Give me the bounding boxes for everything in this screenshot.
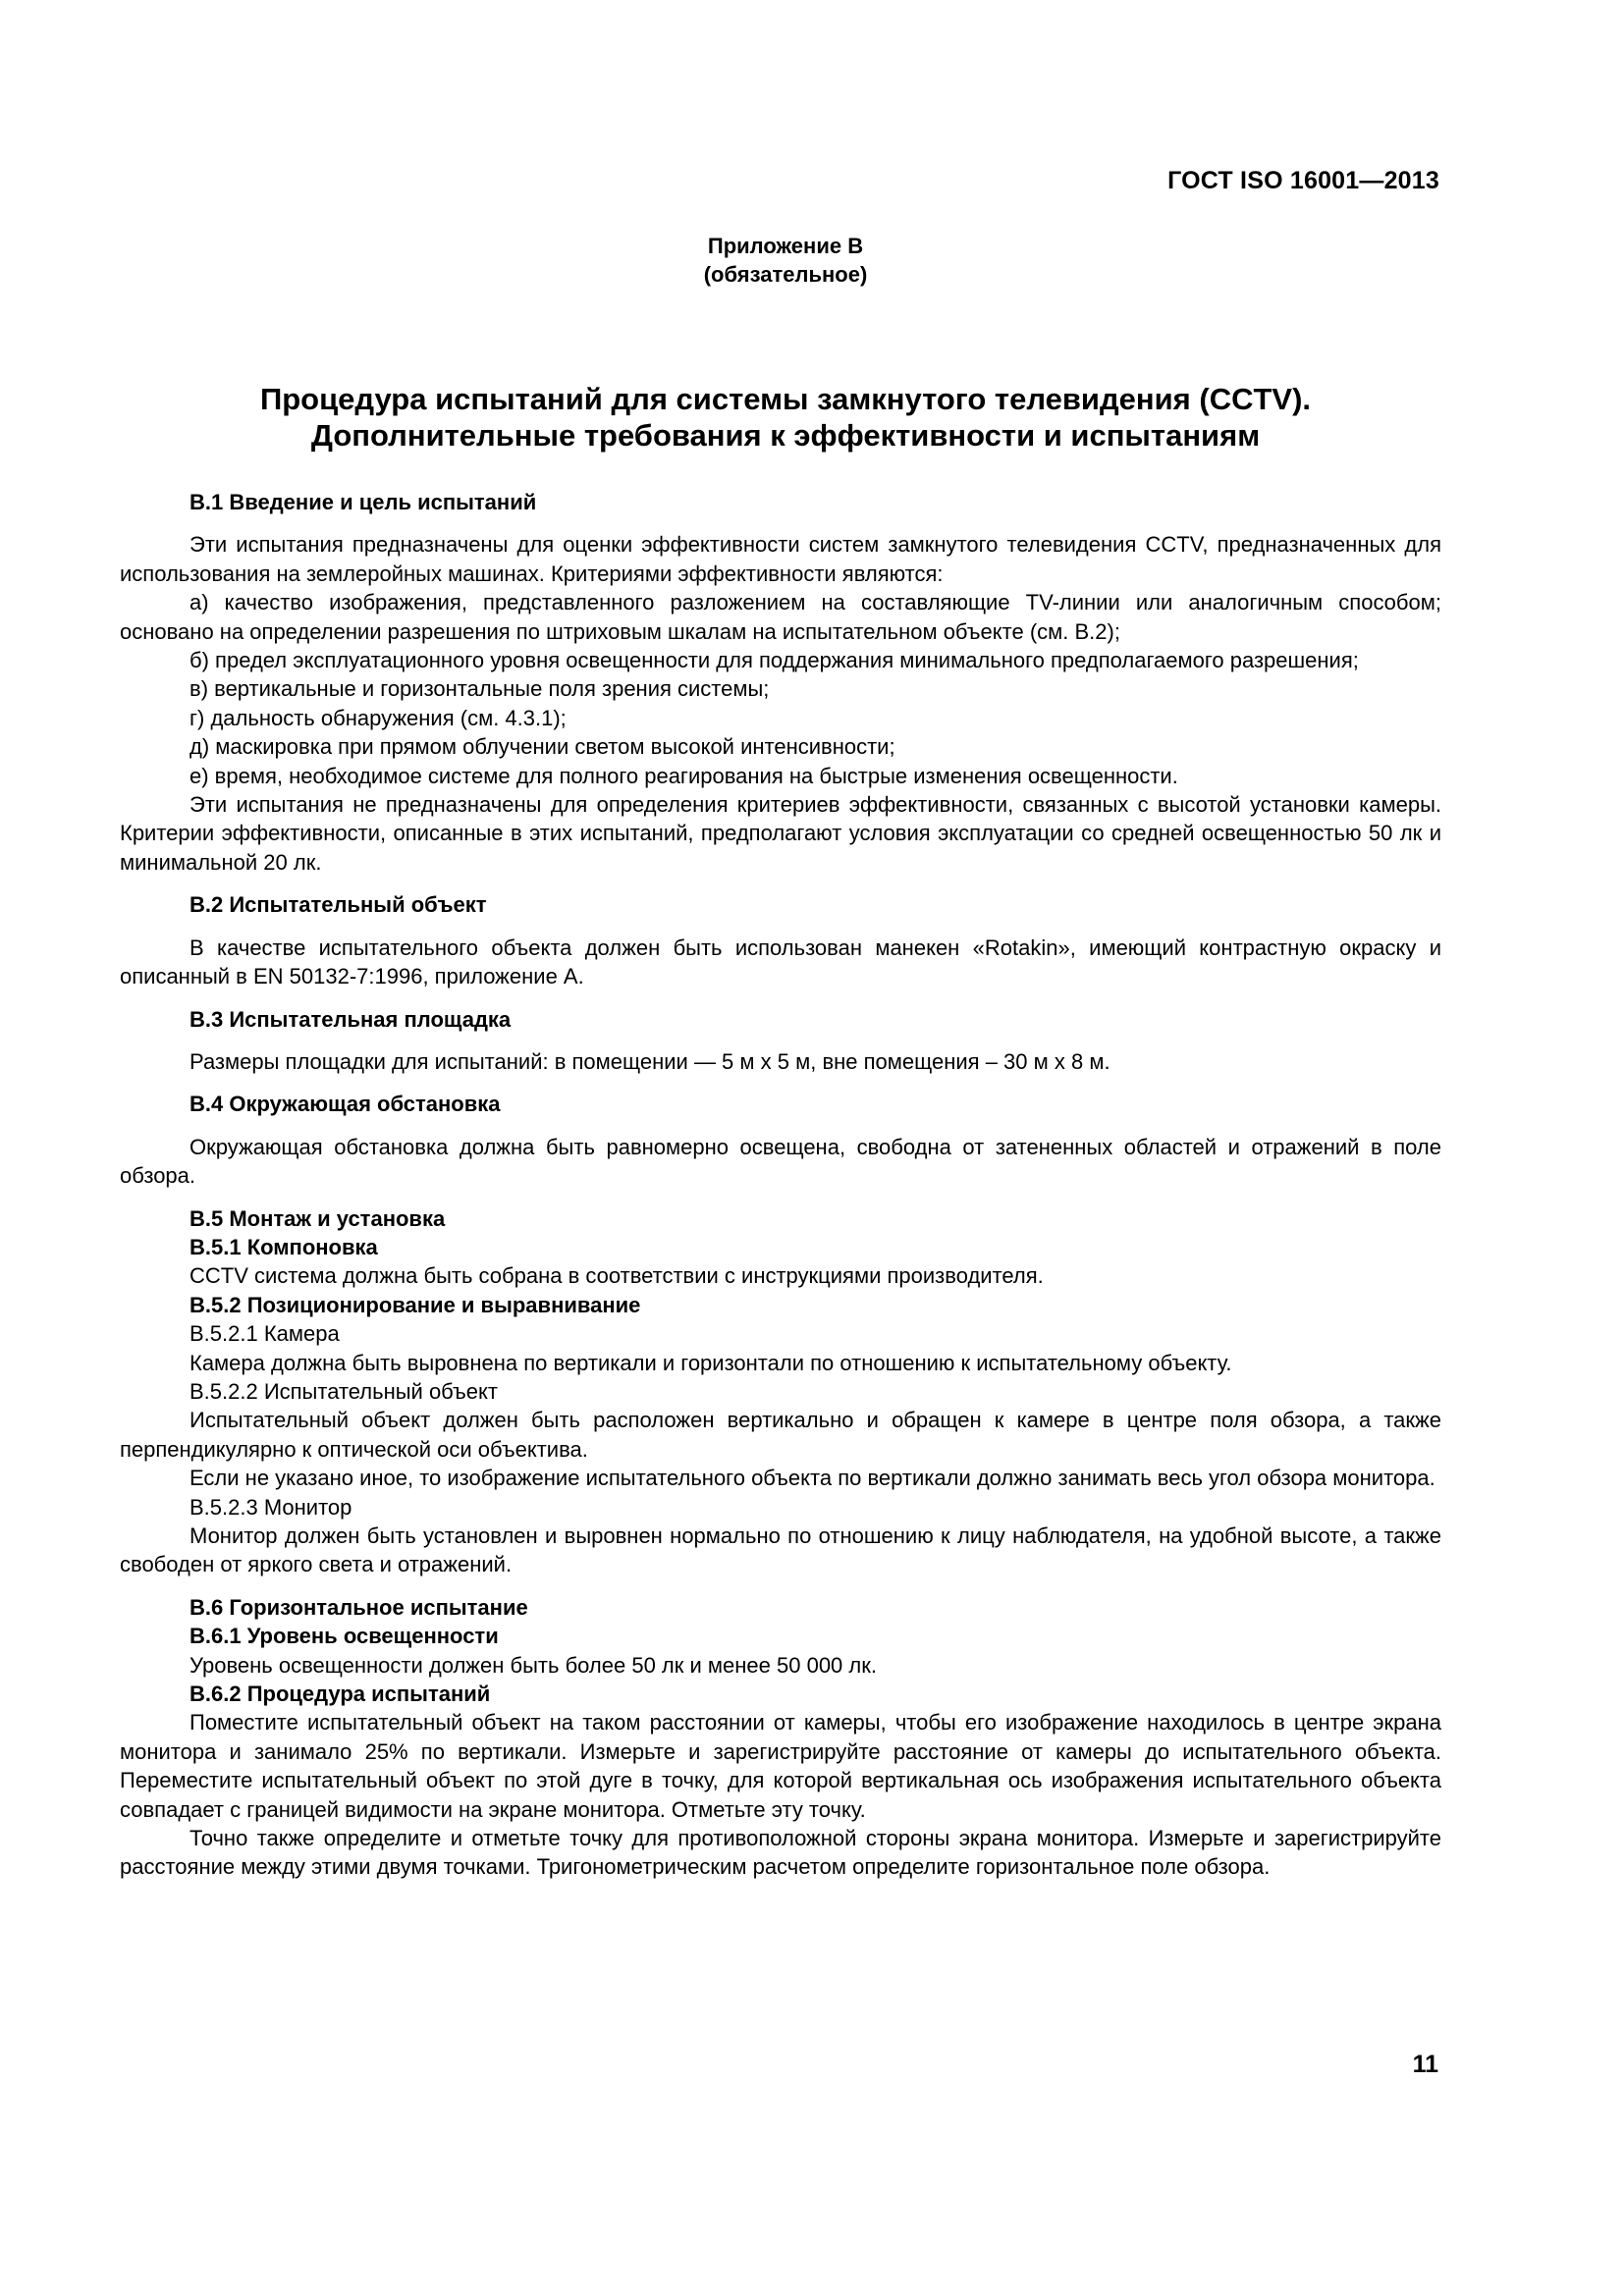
paragraph: Камера должна быть выровнена по вертикали и горизонтали по отношению к испытательному объекту. <box>189 1350 1232 1375</box>
list-item: б) предел эксплуатационного уровня освещенности для поддержания минимального предполагаемого разрешения; <box>189 648 1359 673</box>
paragraph: Окружающая обстановка должна быть равномерно освещена, свободна от затененных областей и отражений в поле обзора. <box>120 1134 1441 1189</box>
page-number: 11 <box>1412 2051 1438 2078</box>
paragraph: Монитор должен быть установлен и выровнен нормально по отношению к лицу наблюдателя, на удобной высоте, а также свободен от яркого света и отражений. <box>120 1523 1441 1577</box>
subsection-heading-b62: В.6.2 Процедура испытаний <box>189 1682 491 1707</box>
paragraph: В качестве испытательного объекта должен быть использован манекен «Rotakin», имеющий контрастную окраску и описанный в EN 50132-7:1996, приложение А. <box>120 934 1441 989</box>
annex-title: Приложение В <box>707 234 864 258</box>
paragraph: Испытательный объект должен быть расположен вертикально и обращен к камере в центре поля обзора, а также перпендикулярно к оптической оси объектива. <box>120 1408 1441 1462</box>
subsection-heading-b522: В.5.2.2 Испытательный объект <box>189 1378 498 1404</box>
section-heading-b1: В.1 Введение и цель испытаний <box>189 490 537 514</box>
section-heading-b5: В.5 Монтаж и установка <box>189 1205 446 1231</box>
paragraph: Если не указано иное, то изображение испытательного объекта по вертикали должно занимать весь угол обзора монитора. <box>189 1466 1435 1491</box>
list-item: г) дальность обнаружения (см. 4.3.1); <box>189 705 567 730</box>
subsection-heading-b523: В.5.2.3 Монитор <box>189 1494 352 1520</box>
main-title-line-1: Процедура испытаний для системы замкнутого телевидения (CCTV). <box>259 382 1312 416</box>
subsection-heading-b521: В.5.2.1 Камера <box>189 1321 340 1347</box>
paragraph: Уровень освещенности должен быть более 50 лк и менее 50 000 лк. <box>189 1652 877 1678</box>
document-id-header: ГОСТ ISO 16001—2013 <box>1167 167 1439 194</box>
annex-status: (обязательное) <box>703 262 868 287</box>
list-item: а) качество изображения, представленного разложением на составляющие TV-линии или аналогичным способом; основано на определении разрешения по штриховым шкалам на испытательном объекте (см. В.2); <box>120 590 1441 644</box>
list-item: е) время, необходимое системе для полного реагирования на быстрые изменения освещенности. <box>189 763 1178 788</box>
paragraph: Поместите испытательный объект на таком расстоянии от камеры, чтобы его изображение находилось в центре экрана монитора и занимало 25% по вертикали. Измерьте и зарегистрируйте расстояние от камеры до испытательного объекта. Переместите испытательный объект по этой дуге в точку, для которой вертикальная ось изображения испытательного объекта совпадает с границей видимости на экране монитора. Отметьте эту точку. <box>120 1710 1441 1822</box>
subsection-heading-b51: В.5.1 Компоновка <box>189 1234 378 1259</box>
subsection-heading-b61: В.6.1 Уровень освещенности <box>189 1624 499 1649</box>
main-title <box>0 381 1571 454</box>
paragraph: Размеры площадки для испытаний: в помещении — 5 м х 5 м, вне помещения – 30 м х 8 м. <box>189 1048 1110 1074</box>
paragraph: CCTV система должна быть собрана в соответствии с инструкциями производителя. <box>189 1263 1044 1289</box>
annex-label <box>0 232 1571 289</box>
main-title-line-2: Дополнительные требования к эффективности и испытаниям <box>310 418 1261 453</box>
subsection-heading-b52: В.5.2 Позиционирование и выравнивание <box>189 1292 641 1317</box>
list-item: д) маскировка при прямом облучении светом высокой интенсивности; <box>189 734 895 760</box>
paragraph: Эти испытания предназначены для оценки эффективности систем замкнутого телевидения CCTV, предназначенных для использования на землеройных машинах. Критериями эффективности являются: <box>120 532 1441 586</box>
list-item: в) вертикальные и горизонтальные поля зрения системы; <box>189 676 770 702</box>
paragraph: Точно также определите и отметьте точку для противоположной стороны экрана монитора. Измерьте и зарегистрируйте расстояние между этими двумя точками. Тригонометрическим расчетом определите горизонтальное поле обзора. <box>120 1826 1441 1880</box>
section-heading-b3: В.3 Испытательная площадка <box>189 1006 512 1032</box>
section-heading-b4: В.4 Окружающая обстановка <box>189 1092 501 1117</box>
section-heading-b6: В.6 Горизонтальное испытание <box>189 1594 528 1620</box>
section-heading-b2: В.2 Испытательный объект <box>189 892 487 918</box>
paragraph: Эти испытания не предназначены для определения критериев эффективности, связанных с высотой установки камеры. Критерии эффективности, описанные в этих испытаний, предполагают условия эксплуатации со средней освещенностью 50 лк и минимальной 20 лк. <box>120 792 1441 875</box>
document-body <box>120 488 1441 1882</box>
